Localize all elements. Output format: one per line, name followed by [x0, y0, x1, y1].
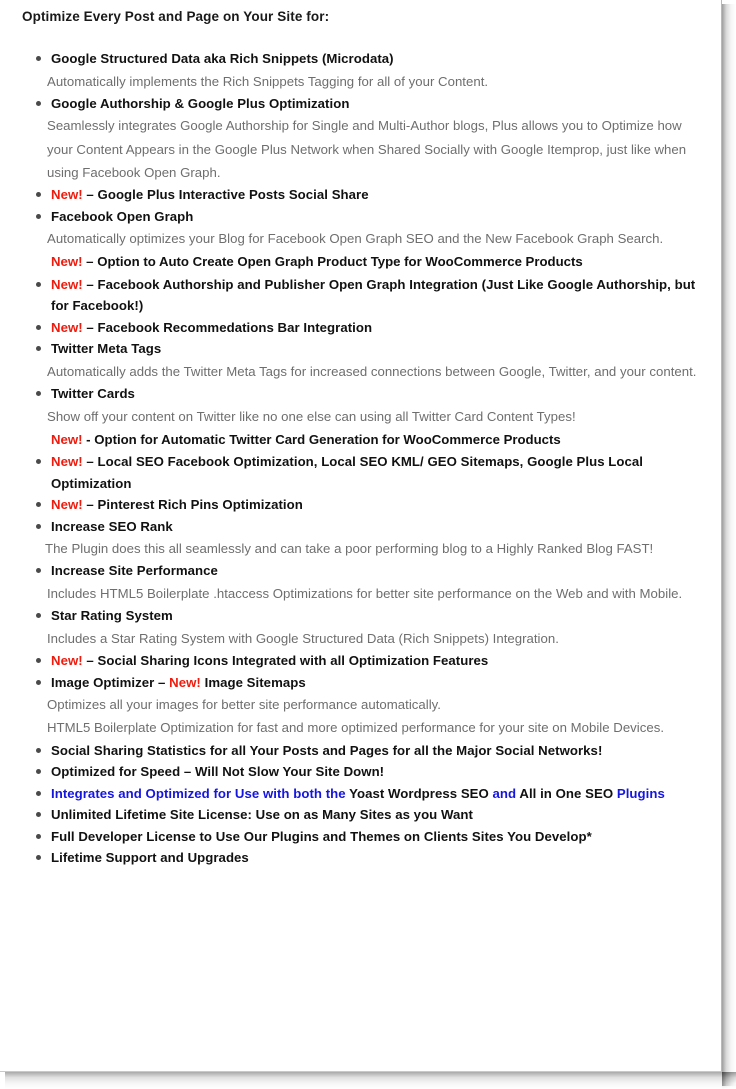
feature-title-text: Lifetime Support and Upgrades	[51, 850, 249, 866]
feature-sub-new-text: Option to Auto Create Open Graph Product Type for WooCommerce Products	[97, 254, 583, 270]
feature-sub-new-text: Option for Automatic Twitter Card Generation for WooCommerce Products	[94, 431, 561, 447]
feature-description: Includes HTML5 Boilerplate .htaccess Optimizations for better site performance on the Web and with Mobile.	[47, 585, 683, 601]
feature-list-item	[18, 48, 709, 93]
feature-title	[51, 184, 709, 206]
feature-title-segment: Plugins	[613, 785, 665, 801]
feature-title	[51, 761, 709, 783]
bullet-icon	[36, 568, 41, 573]
new-separator: –	[82, 276, 98, 292]
bullet-icon	[36, 769, 41, 774]
feature-title	[51, 516, 709, 538]
feature-list-item	[18, 383, 709, 451]
new-separator: -	[82, 431, 95, 447]
feature-list-item	[18, 494, 709, 516]
feature-title	[51, 783, 709, 805]
feature-title-segment: Integrates and Optimized for Use with both the	[51, 785, 350, 801]
bullet-icon	[36, 214, 41, 219]
feature-list-item	[18, 206, 709, 274]
new-separator: –	[82, 187, 98, 203]
feature-title-text: Google Plus Interactive Posts Social Share	[97, 187, 369, 203]
bullet-icon	[36, 192, 41, 197]
bullet-icon	[36, 680, 41, 685]
feature-list-item	[18, 826, 709, 848]
panel-shadow-corner	[722, 1072, 736, 1089]
feature-description: Automatically adds the Twitter Meta Tags for increased connections between Google, Twitter, and your content.	[47, 363, 697, 379]
feature-list-item	[18, 338, 709, 383]
feature-list-item	[18, 605, 709, 650]
feature-list-item	[18, 761, 709, 783]
bullet-icon	[36, 524, 41, 529]
feature-description: Automatically optimizes your Blog for Facebook Open Graph SEO and the New Facebook Graph Search.	[47, 231, 664, 247]
bullet-icon	[36, 346, 41, 351]
feature-title-text: Facebook Authorship and Publisher Open Graph Integration (Just Like Google Authorship, but for Facebook!)	[51, 276, 696, 314]
feature-title-text: Local SEO Facebook Optimization, Local SEO KML/ GEO Sitemaps, Google Plus Local Optimization	[51, 454, 643, 491]
feature-list-item	[18, 804, 709, 826]
bullet-icon	[36, 56, 41, 61]
feature-title-text: Unlimited Lifetime Site License: Use on as Many Sites as you Want	[51, 807, 473, 823]
feature-title	[51, 560, 709, 582]
feature-description: Automatically implements the Rich Snippets Tagging for all of your Content.	[47, 73, 489, 89]
feature-title-segment: New!	[169, 674, 201, 690]
feature-title	[51, 494, 709, 516]
new-badge-label: New!	[51, 187, 83, 203]
new-separator: –	[82, 497, 98, 513]
feature-description: Show off your content on Twitter like no one else can using all Twitter Card Content Types!	[47, 408, 576, 424]
bullet-icon	[36, 101, 41, 106]
new-badge-label: New!	[51, 653, 83, 669]
new-badge-label: New!	[51, 319, 83, 335]
feature-title-segment: and	[488, 785, 520, 801]
feature-title-text: Google Authorship & Google Plus Optimization	[51, 95, 350, 111]
bullet-icon	[36, 459, 41, 464]
feature-list-item	[18, 516, 709, 561]
feature-list-item	[18, 783, 709, 805]
feature-description: Optimizes all your images for better site performance automatically.	[47, 697, 441, 713]
feature-title-text: Twitter Meta Tags	[51, 341, 162, 357]
new-separator: –	[82, 254, 98, 270]
feature-title	[51, 672, 709, 694]
feature-title-text: Increase Site Performance	[51, 563, 218, 579]
feature-title	[51, 383, 709, 405]
feature-title-text: Optimized for Speed – Will Not Slow Your Site Down!	[51, 764, 385, 780]
new-badge-label: New!	[51, 454, 83, 470]
feature-list-item	[18, 672, 709, 740]
bullet-icon	[36, 658, 41, 663]
feature-list-item	[18, 451, 709, 494]
bullet-icon	[36, 748, 41, 753]
feature-list-item	[18, 274, 709, 317]
new-badge-label: New!	[51, 276, 83, 292]
bullet-icon	[36, 855, 41, 860]
panel-shadow-right	[722, 4, 736, 1086]
feature-list	[18, 48, 709, 869]
feature-title	[51, 451, 709, 494]
bullet-icon	[36, 502, 41, 507]
feature-title	[51, 274, 709, 317]
feature-title-text: Increase SEO Rank	[51, 518, 173, 534]
bullet-icon	[36, 812, 41, 817]
feature-title	[51, 826, 709, 848]
feature-description: Seamlessly integrates Google Authorship for Single and Multi-Author blogs, Plus allows you to Optimize how your Content Appears in the Google Plus Network when Shared Socially with Google Itemprop, just like when using Facebook Open Graph.	[47, 118, 687, 180]
feature-title	[51, 48, 709, 70]
feature-sub-new-line	[51, 428, 709, 451]
feature-title-text: Social Sharing Icons Integrated with all Optimization Features	[97, 653, 489, 669]
feature-title-segment: All in One SEO	[519, 785, 614, 801]
feature-title	[51, 650, 709, 672]
feature-list-item	[18, 847, 709, 869]
new-separator: –	[82, 653, 98, 669]
feature-list-item	[18, 560, 709, 605]
feature-title-text: Star Rating System	[51, 608, 173, 624]
feature-title-text: Facebook Recommedations Bar Integration	[97, 319, 373, 335]
new-badge-label: New!	[51, 431, 83, 447]
feature-title	[51, 93, 709, 115]
feature-title	[51, 847, 709, 869]
feature-list-item	[18, 184, 709, 206]
feature-list-item	[18, 650, 709, 672]
feature-description: The Plugin does this all seamlessly and can take a poor performing blog to a Highly Ranked Blog FAST!	[45, 541, 654, 557]
feature-description: Includes a Star Rating System with Google Structured Data (Rich Snippets) Integration.	[47, 630, 559, 646]
panel-shadow-bottom	[5, 1072, 736, 1089]
feature-title-text: Twitter Cards	[51, 386, 135, 402]
feature-title	[51, 605, 709, 627]
feature-title-segment: Image Sitemaps	[200, 674, 306, 690]
feature-list-item	[18, 317, 709, 339]
bullet-icon	[36, 282, 41, 287]
feature-title	[51, 317, 709, 339]
bullet-icon	[36, 325, 41, 330]
bullet-icon	[36, 791, 41, 796]
feature-title-text: Facebook Open Graph	[51, 208, 194, 224]
feature-title-segment: Image Optimizer –	[51, 674, 170, 690]
feature-title-text: Pinterest Rich Pins Optimization	[97, 497, 303, 513]
new-separator: –	[82, 454, 98, 470]
feature-title-text: Social Sharing Statistics for all Your Posts and Pages for all the Major Social Networks!	[51, 742, 603, 758]
feature-title	[51, 206, 709, 228]
feature-title-segment: Yoast Wordpress SEO	[349, 785, 489, 801]
bullet-icon	[36, 613, 41, 618]
bullet-icon	[36, 834, 41, 839]
feature-sub-new-line	[51, 250, 709, 273]
feature-title-text: Google Structured Data aka Rich Snippets (Microdata)	[51, 51, 394, 66]
feature-list-item	[18, 740, 709, 762]
feature-description: HTML5 Boilerplate Optimization for fast and more optimized performance for your site on Mobile Devices.	[47, 720, 665, 736]
new-badge-label: New!	[51, 497, 83, 513]
new-separator: –	[82, 319, 98, 335]
feature-title	[51, 804, 709, 826]
bullet-icon	[36, 391, 41, 396]
page-title: Optimize Every Post and Page on Your Site for:	[22, 9, 330, 24]
feature-title	[51, 338, 709, 360]
new-badge-label: New!	[51, 254, 83, 270]
feature-title	[51, 740, 709, 762]
feature-title-text: Full Developer License to Use Our Plugins and Themes on Clients Sites You Develop*	[51, 828, 592, 844]
feature-list-item	[18, 93, 709, 184]
